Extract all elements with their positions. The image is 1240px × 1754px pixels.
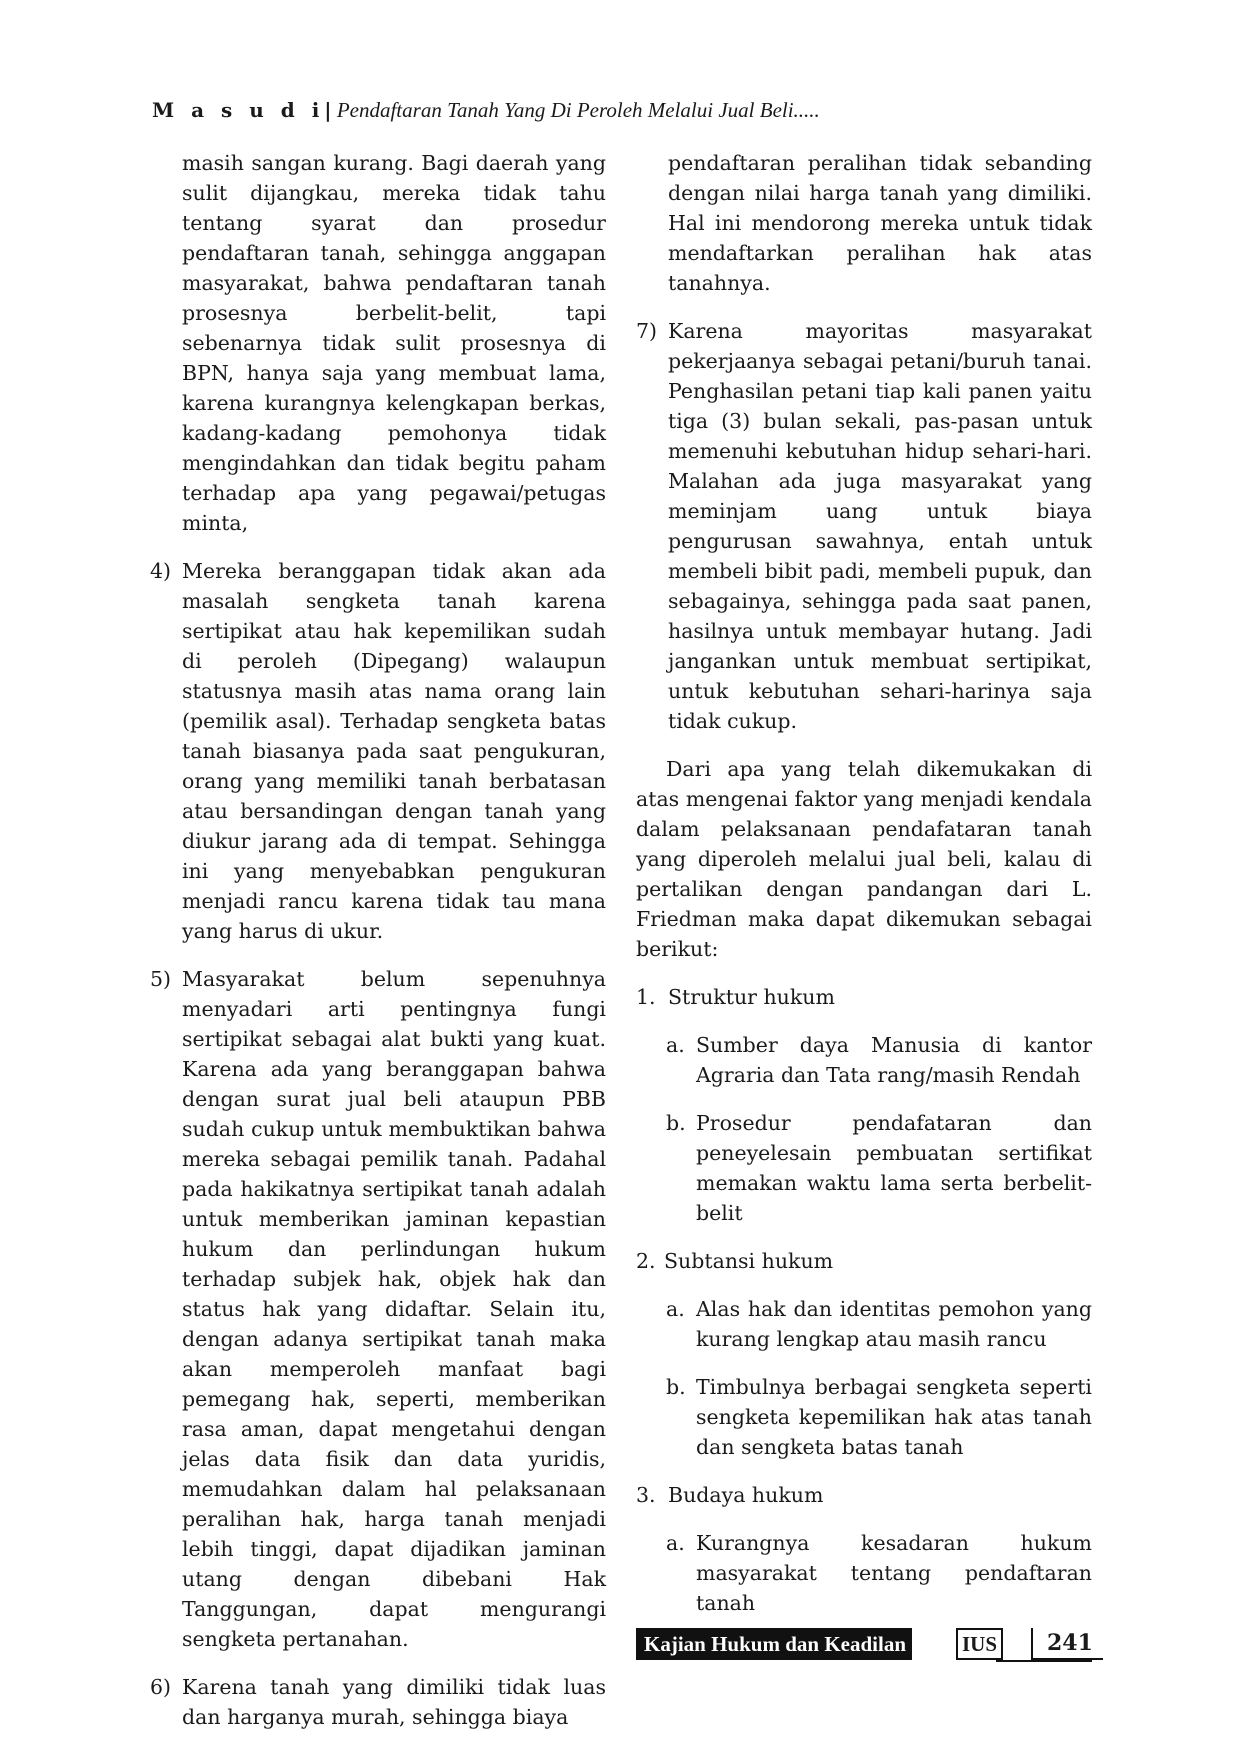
sub-text: Timbulnya berbagai sengketa seperti sengketa kepemilikan hak atas tanah dan sengketa batas tanah (696, 1375, 1092, 1459)
sub-item-1b (636, 1108, 1092, 1228)
list-item-5 (150, 964, 606, 1654)
summary-paragraph: Dari apa yang telah dikemukakan di atas mengenai faktor yang menjadi kendala dalam pelaksanaan pendafataran tanah yang diperoleh melalui jual beli, kalau di pertalikan dengan pandangan dari L. Friedman maka dapat dikemukan sebagai berikut: (636, 757, 1092, 961)
sub-number: b. (666, 1375, 686, 1399)
running-header (152, 98, 820, 123)
continuation-paragraph: masih sangan kurang. Bagi daerah yang sulit dijangkau, mereka tidak tahu tentang syarat dan prosedur pendaftaran tanah, sehingga anggapan masyarakat, bahwa pendaftaran tanah prosesnya berbelit-belit, tapi sebenarnya tidak sulit prosesnya di BPN, hanya saja yang membuat lama, karena kurangnya kelengkapan berkas, kadang-kadang pemohonya tidak mengindahkan dan tidak begitu paham terhadap apa yang pegawai/petugas minta, (182, 151, 606, 535)
item-text: Mereka beranggapan tidak akan ada masalah sengketa tanah karena sertipikat atau hak kepemilikan sudah di peroleh (Dipegang) walaupun statusnya masih atas nama orang lain (pemilik asal). Terhadap sengketa batas tanah biasanya pada saat pengukuran, orang yang memiliki tanah berbatasan atau bersandingan dengan tanah yang diukur jarang ada di tempat. Sehingga ini yang menyebabkan pengukuran menjadi rancu karena tidak tau mana yang harus di ukur. (182, 559, 606, 943)
sub-text: Sumber daya Manusia di kantor Agraria dan Tata rang/masih Rendah (696, 1033, 1092, 1087)
sub-text: Alas hak dan identitas pemohon yang kurang lengkap atau masih rancu (696, 1297, 1092, 1351)
sub-text: Prosedur pendafataran dan peneyelesain pembuatan sertifikat memakan waktu lama serta berbelit-belit (696, 1111, 1092, 1225)
section-title: Subtansi hukum (664, 1249, 834, 1273)
item-number: 5) (150, 967, 172, 991)
item-number: 4) (150, 559, 172, 583)
list-item-7 (636, 316, 1092, 736)
sub-text: Kurangnya kesadaran hukum masyarakat tentang pendaftaran tanah (696, 1531, 1092, 1615)
section-heading-2 (636, 1246, 1092, 1276)
ius-badge: IUS (956, 1628, 1003, 1660)
section-number: 1. (636, 985, 656, 1009)
item-text: Karena tanah yang dimiliki tidak luas dan harganya murah, sehingga biaya (182, 1675, 606, 1729)
page-footer (636, 1622, 1092, 1666)
continuation-paragraph: pendaftaran peralihan tidak sebanding dengan nilai harga tanah yang dimiliki. Hal ini mendorong mereka untuk tidak mendaftarkan peralihan hak atas tanahnya. (668, 151, 1092, 295)
item-text: Masyarakat belum sepenuhnya menyadari arti pentingnya fungi sertipikat sebagai alat bukti yang kuat. Karena ada yang beranggapan bahwa dengan surat jual beli ataupun PBB sudah cukup untuk membuktikan bahwa mereka sebagai pemilik tanah. Padahal pada hakikatnya sertipikat tanah adalah untuk memberikan jaminan kepastian hukum dan perlindungan hukum terhadap subjek hak, objek hak dan status hak yang didaftar. Selain itu, dengan adanya sertipikat tanah maka akan memperoleh manfaat bagi pemegang hak, seperti, memberikan rasa aman, dapat mengetahui dengan jelas data fisik dan data yuridis, memudahkan dalam hal pelaksanaan peralihan hak, harga tanah menjadi lebih tinggi, dapat dijadikan jaminan utang dengan dibebani Hak Tanggungan, dapat mengurangi sengketa pertanahan. (182, 967, 606, 1651)
article-title: Pendaftaran Tanah Yang Di Peroleh Melalui Jual Beli..... (331, 98, 820, 122)
list-item-6 (150, 1672, 606, 1732)
sub-number: a. (666, 1531, 685, 1555)
footer-rule (996, 1660, 1092, 1662)
sub-item-1a (636, 1030, 1092, 1090)
sub-number: a. (666, 1297, 685, 1321)
section-heading-1 (636, 982, 1092, 1012)
list-item-4 (150, 556, 606, 946)
journal-name: Kajian Hukum dan Keadilan (636, 1628, 912, 1660)
section-number: 3. (636, 1483, 656, 1507)
item-number: 6) (150, 1675, 172, 1699)
sub-item-2b (636, 1372, 1092, 1462)
sub-item-3a (636, 1528, 1092, 1618)
left-column (150, 148, 606, 1732)
item-text: Karena mayoritas masyarakat pekerjaanya sebagai petani/buruh tanai. Penghasilan petani tiap kali panen yaitu tiga (3) bulan sekali, pas-pasan untuk memenuhi kebutuhan hidup sehari-hari. Malahan ada juga masyarakat yang meminjam uang untuk biaya pengurusan sawahnya, entah untuk membeli bibit padi, membeli pupuk, dan sebagainya, sehingga pada saat panen, hasilnya untuk membayar hutang. Jadi jangankan untuk membuat sertipikat, untuk kebutuhan sehari-harinya saja tidak cukup. (668, 319, 1092, 733)
item-number: 7) (636, 319, 658, 343)
section-number: 2. (636, 1249, 656, 1273)
section-title: Budaya hukum (668, 1483, 824, 1507)
page-number: 241 (1031, 1628, 1103, 1660)
header-separator: | (324, 98, 332, 122)
section-heading-3 (636, 1480, 1092, 1510)
sub-number: b. (666, 1111, 686, 1135)
section-title: Struktur hukum (668, 985, 835, 1009)
author-name: M a s u d i (152, 98, 325, 122)
sub-number: a. (666, 1033, 685, 1057)
right-column (636, 148, 1092, 1618)
sub-item-2a (636, 1294, 1092, 1354)
